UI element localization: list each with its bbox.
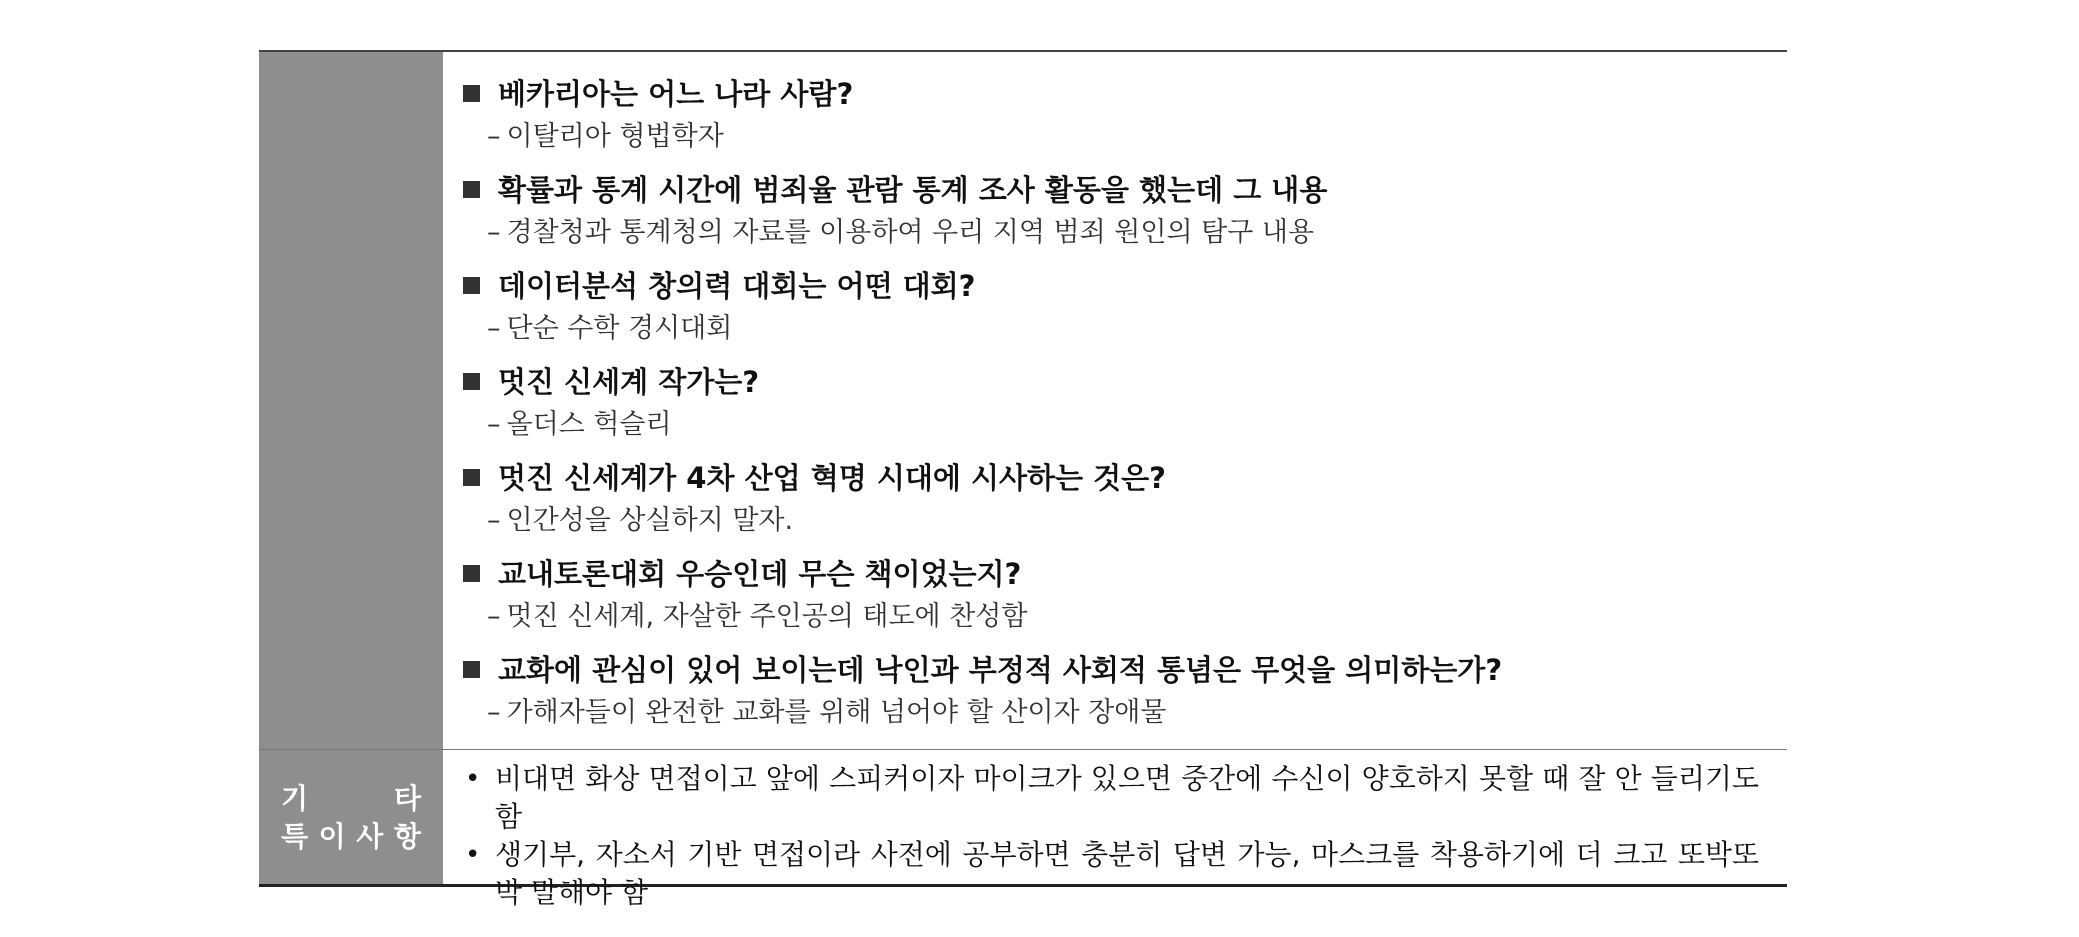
dash-marker: – <box>487 217 501 248</box>
question-label: 교내토론대회 우승인데 무슨 책이었는지? <box>498 557 1022 591</box>
etc-label <box>281 780 421 856</box>
dash-marker: – <box>487 313 501 344</box>
answer-text <box>487 214 1314 252</box>
etc-row <box>259 750 1787 909</box>
question-text <box>463 266 975 306</box>
answer-text <box>487 694 1166 732</box>
etc-item-text: 비대면 화상 면접이고 앞에 스피커이자 마이크가 있으면 중간에 수신이 양호하지 못할 때 잘 안 들리기도 함 <box>495 762 1759 833</box>
answer-label: 인간성을 상실하지 말자. <box>506 505 794 536</box>
qa-label-cell <box>259 52 443 749</box>
etc-item <box>459 760 1759 836</box>
dash-marker: – <box>487 121 501 152</box>
square-bullet-icon <box>463 277 480 294</box>
answer-text <box>487 118 724 156</box>
question-label: 데이터분석 창의력 대회는 어떤 대회? <box>498 269 976 303</box>
question-text <box>463 74 853 114</box>
answer-text <box>487 406 672 444</box>
etc-label-line1 <box>281 780 421 818</box>
question-text <box>463 362 759 402</box>
bullet-icon: • <box>465 764 481 794</box>
question-text <box>463 650 1502 690</box>
square-bullet-icon <box>463 469 480 486</box>
etc-label-char: 사 <box>356 820 384 853</box>
square-bullet-icon <box>463 565 480 582</box>
bullet-icon: • <box>465 840 481 870</box>
square-bullet-icon <box>463 373 480 390</box>
square-bullet-icon <box>463 85 480 102</box>
answer-text <box>487 502 793 540</box>
qa-content-cell <box>443 52 1787 749</box>
dash-marker: – <box>487 409 501 440</box>
answer-label: 가해자들이 완전한 교화를 위해 넘어야 할 산이자 장애물 <box>506 697 1167 728</box>
question-label: 멋진 신세계 작가는? <box>498 365 760 399</box>
dash-marker: – <box>487 505 501 536</box>
dash-marker: – <box>487 601 501 632</box>
answer-text <box>487 310 732 348</box>
etc-label-char: 이 <box>318 820 346 853</box>
etc-item-text: 생기부, 자소서 기반 면접이라 사전에 공부하면 충분히 답변 가능, 마스크를 착용하기에 더 크고 또박또박 말해야 함 <box>495 838 1759 909</box>
etc-list <box>459 760 1759 912</box>
dash-marker: – <box>487 697 501 728</box>
question-text <box>463 170 1327 210</box>
answer-label: 이탈리아 형법학자 <box>506 121 724 152</box>
etc-label-cell <box>259 750 443 884</box>
answer-label: 경찰청과 통계청의 자료를 이용하여 우리 지역 범죄 원인의 탐구 내용 <box>506 217 1315 248</box>
etc-label-line2 <box>281 818 421 856</box>
answer-label: 단순 수학 경시대회 <box>506 313 733 344</box>
question-label: 확률과 통계 시간에 범죄율 관람 통계 조사 활동을 했는데 그 내용 <box>498 173 1328 207</box>
etc-label-char: 특 <box>281 820 309 853</box>
etc-item <box>459 836 1759 912</box>
question-text <box>463 458 1166 498</box>
answer-label: 올더스 헉슬리 <box>506 409 672 440</box>
question-label: 교화에 관심이 있어 보이는데 낙인과 부정적 사회적 통념은 무엇을 의미하는가? <box>498 653 1503 687</box>
answer-text <box>487 598 1027 636</box>
qa-row <box>259 52 1787 750</box>
interview-table <box>259 50 1787 909</box>
question-text <box>463 554 1021 594</box>
square-bullet-icon <box>463 181 480 198</box>
etc-content-cell <box>443 750 1787 909</box>
question-label: 멋진 신세계가 4차 산업 혁명 시대에 시사하는 것은? <box>498 461 1166 495</box>
etc-label-char: 타 <box>393 782 421 815</box>
etc-label-char: 항 <box>393 820 421 853</box>
question-label: 베카리아는 어느 나라 사람? <box>498 77 854 111</box>
square-bullet-icon <box>463 661 480 678</box>
etc-label-char: 기 <box>281 782 309 815</box>
answer-label: 멋진 신세계, 자살한 주인공의 태도에 찬성함 <box>506 601 1028 632</box>
